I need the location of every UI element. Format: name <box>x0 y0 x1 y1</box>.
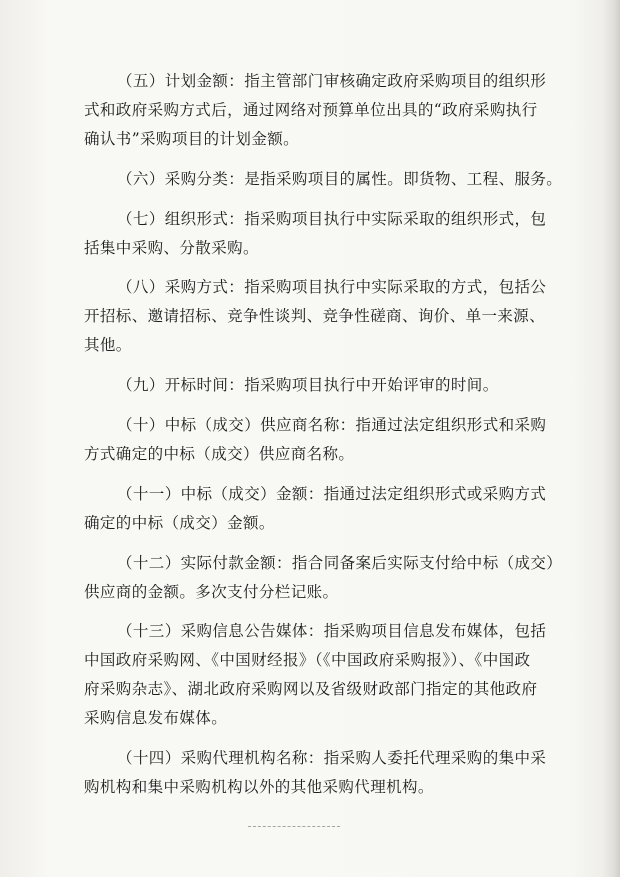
paragraph-line: （九）开标时间：指采购项目执行中开始评审的时间。 <box>117 376 499 395</box>
paragraph-line: （八）采购方式：指采购项目执行中实际采取的方式，包括公 <box>117 278 547 297</box>
paragraph-line: （十二）实际付款金额：指合同备案后实际支付给中标（成交） <box>117 553 563 572</box>
paragraph-procurement-method <box>84 273 558 360</box>
paragraph-winning-supplier-name <box>84 411 558 469</box>
paragraph-line: 开招标、邀请招标、竞争性谈判、竞争性磋商、询价、单一来源、 <box>84 307 546 326</box>
paragraph-winning-amount <box>84 480 558 538</box>
paragraph-line: 采购信息发布媒体。 <box>84 709 228 728</box>
paragraph-line: （五）计划金额：指主管部门审核确定政府采购项目的组织形 <box>117 72 547 90</box>
paragraph-line: 府采购杂志》、湖北政府采购网以及省级财政部门指定的其他政府 <box>84 680 538 699</box>
paragraph-line: 中国政府采购网、《中国财经报》（《中国政府采购报》）、《中国政 <box>84 651 531 670</box>
paragraph-line: 供应商的金额。多次支付分栏记账。 <box>84 582 339 601</box>
paragraph-organization-form <box>84 205 558 263</box>
footer-dashed-rule <box>248 826 340 827</box>
paragraph-procurement-category <box>84 165 563 194</box>
paragraph-line: 确定的中标（成交）金额。 <box>84 513 275 532</box>
paragraph-line: 方式确定的中标（成交）供应商名称。 <box>84 444 355 463</box>
paragraph-line: （十四）采购代理机构名称：指采购人委托代理采购的集中采 <box>117 749 547 768</box>
paragraph-line: （十一）中标（成交）金额：指通过法定组织形式或采购方式 <box>117 484 547 503</box>
paragraph-line: （七）组织形式：指采购项目执行中实际采取的组织形式，包 <box>117 209 547 228</box>
paper-edge-shadow <box>602 0 620 877</box>
paragraph-announcement-media <box>84 617 558 733</box>
paragraph-planned-amount <box>84 67 558 154</box>
paragraph-line: 确认书”采购项目的计划金额。 <box>84 130 300 148</box>
document-body <box>84 67 563 813</box>
paragraph-agency-name <box>84 744 558 802</box>
paragraph-line: 式和政府采购方式后，通过网络对预算单位出具的“政府采购执行 <box>84 101 538 119</box>
paragraph-line: 其他。 <box>84 336 132 355</box>
paragraph-line: （六）采购分类：是指采购项目的属性。即货物、工程、服务。 <box>117 169 563 188</box>
paragraph-bid-opening-time <box>84 371 558 400</box>
paragraph-line: 括集中采购、分散采购。 <box>84 238 259 257</box>
paragraph-line: （十）中标（成交）供应商名称：指通过法定组织形式和采购 <box>117 415 547 434</box>
paragraph-actual-payment-amount <box>84 549 563 607</box>
paragraph-line: 购机构和集中采购机构以外的其他采购代理机构。 <box>84 778 434 797</box>
paragraph-line: （十三）采购信息公告媒体：指采购项目信息发布媒体，包括 <box>117 622 547 641</box>
